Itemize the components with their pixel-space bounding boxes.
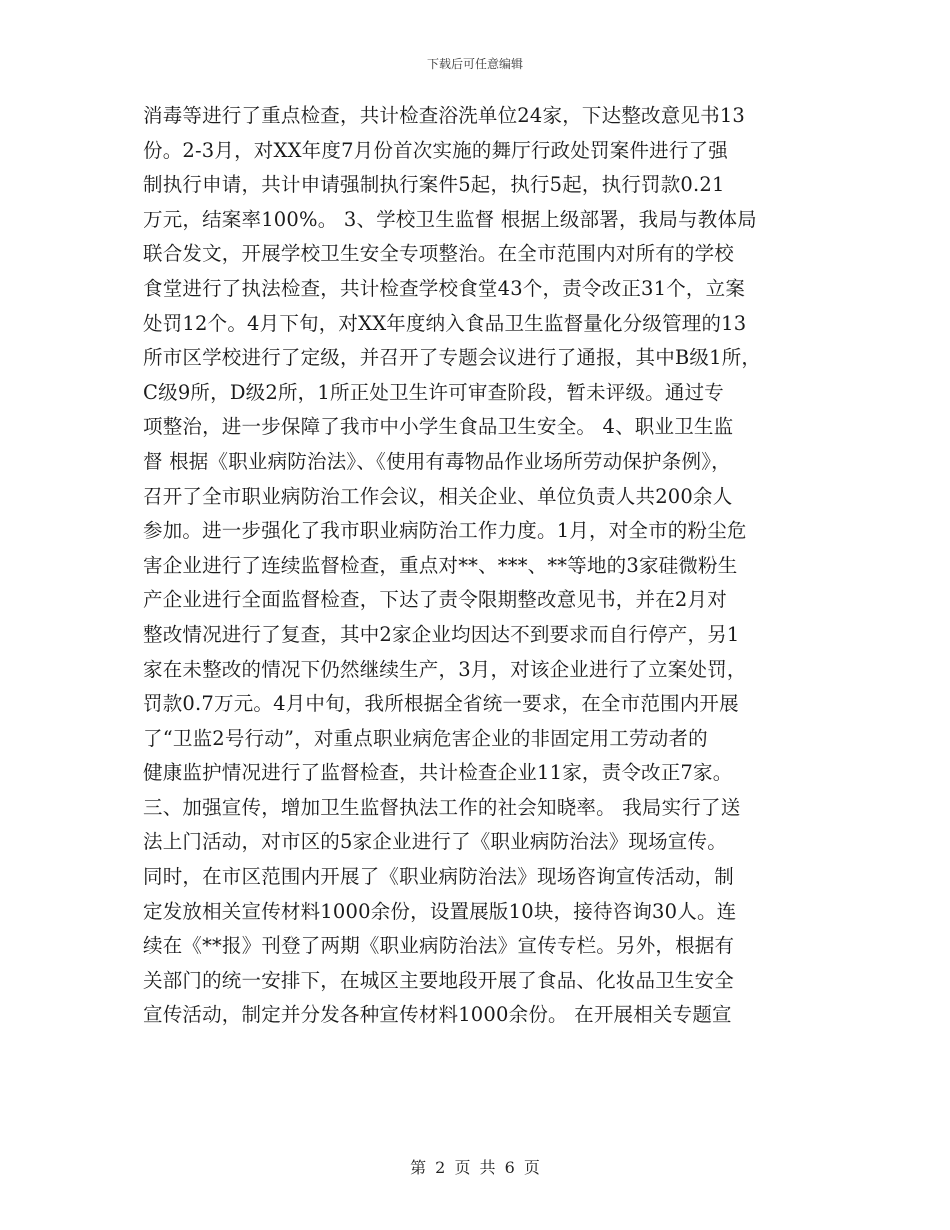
body-line: 续在《**报》刊登了两期《职业病防治法》宣传专栏。另外，根据有 [143,934,735,958]
body-line: 同时，在市区范围内开展了《职业病防治法》现场咨询宣传活动，制 [143,865,735,889]
body-line: 产企业进行全面监督检查，下达了责令限期整改意见书，并在2月对 [143,588,727,612]
body-line: 关部门的统一安排下，在城区主要地段开展了食品、化妆品卫生安全 [143,968,735,992]
body-line: 家在未整改的情况下仍然继续生产，3月，对该企业进行了立案处罚， [143,657,747,681]
body-line: 定发放相关宣传材料1000余份，设置展版10块，接待咨询30人。连 [143,899,737,923]
body-line: 消毒等进行了重点检查，共计检查浴洗单位24家，下达整改意见书13 [143,104,746,127]
body-line: 联合发文，开展学校卫生安全专项整治。在全市范围内对所有的学校 [143,242,735,266]
body-line: 份。2-3月，对XX年度7月份首次实施的舞厅行政处罚案件进行了强 [143,138,728,162]
body-line: 整改情况进行了复查，其中2家企业均因达不到要求而自行停产，另1 [143,622,740,646]
page-number: 第 2 页 共 6 页 [410,1158,540,1177]
body-line: 制执行申请，共计申请强制执行案件5起，执行5起，执行罚款0.21 [143,173,725,197]
body-line: 食堂进行了执法检查，共计检查学校食堂43个，责令改正31个，立案 [143,276,746,300]
body-line: 害企业进行了连续监督检查，重点对**、***、**等地的3家硅微粉生 [143,553,738,577]
body-line: 宣传活动，制定并分发各种宣传材料1000余份。 在开展相关专题宣 [143,1003,732,1027]
body-line: 参加。进一步强化了我市职业病防治工作力度。1月，对全市的粉尘危 [143,519,747,543]
body-line: C级9所，D级2所，1所正处卫生许可审查阶段，暂未评级。通过专 [143,380,724,404]
body-line: 法上门活动，对市区的5家企业进行了《职业病防治法》现场宣传。 [143,830,727,854]
body-line: 所市区学校进行了定级，并召开了专题会议进行了通报，其中B级1所， [143,346,762,370]
body-line: 健康监护情况进行了监督检查，共计检查企业11家，责令改正7家。 [143,761,733,785]
body-line: 项整治，进一步保障了我市中小学生食品卫生安全。 4、职业卫生监 [143,415,734,439]
body-line: 督 根据《职业病防治法》、《使用有毒物品作业场所劳动保护条例》， [143,449,731,473]
body-line: 召开了全市职业病防治工作会议，相关企业、单位负责人共200余人 [143,484,733,508]
body-line: 处罚12个。4月下旬，对XX年度纳入食品卫生监督量化分级管理的13 [143,311,747,335]
body-line: 三、加强宣传，增加卫生监督执法工作的社会知晓率。 我局实行了送 [143,795,741,819]
document-body [143,99,823,1033]
body-line: 了“卫监2号行动”，对重点职业病危害企业的非固定用工劳动者的 [143,726,708,750]
page-header-note: 下载后可任意编辑 [426,57,523,71]
body-line: 罚款0.7万元。4月中旬，我所根据全省统一要求，在全市范围内开展 [143,692,739,716]
body-line: 万元，结案率100%。 3、学校卫生监督 根据上级部署，我局与教体局 [143,207,757,231]
